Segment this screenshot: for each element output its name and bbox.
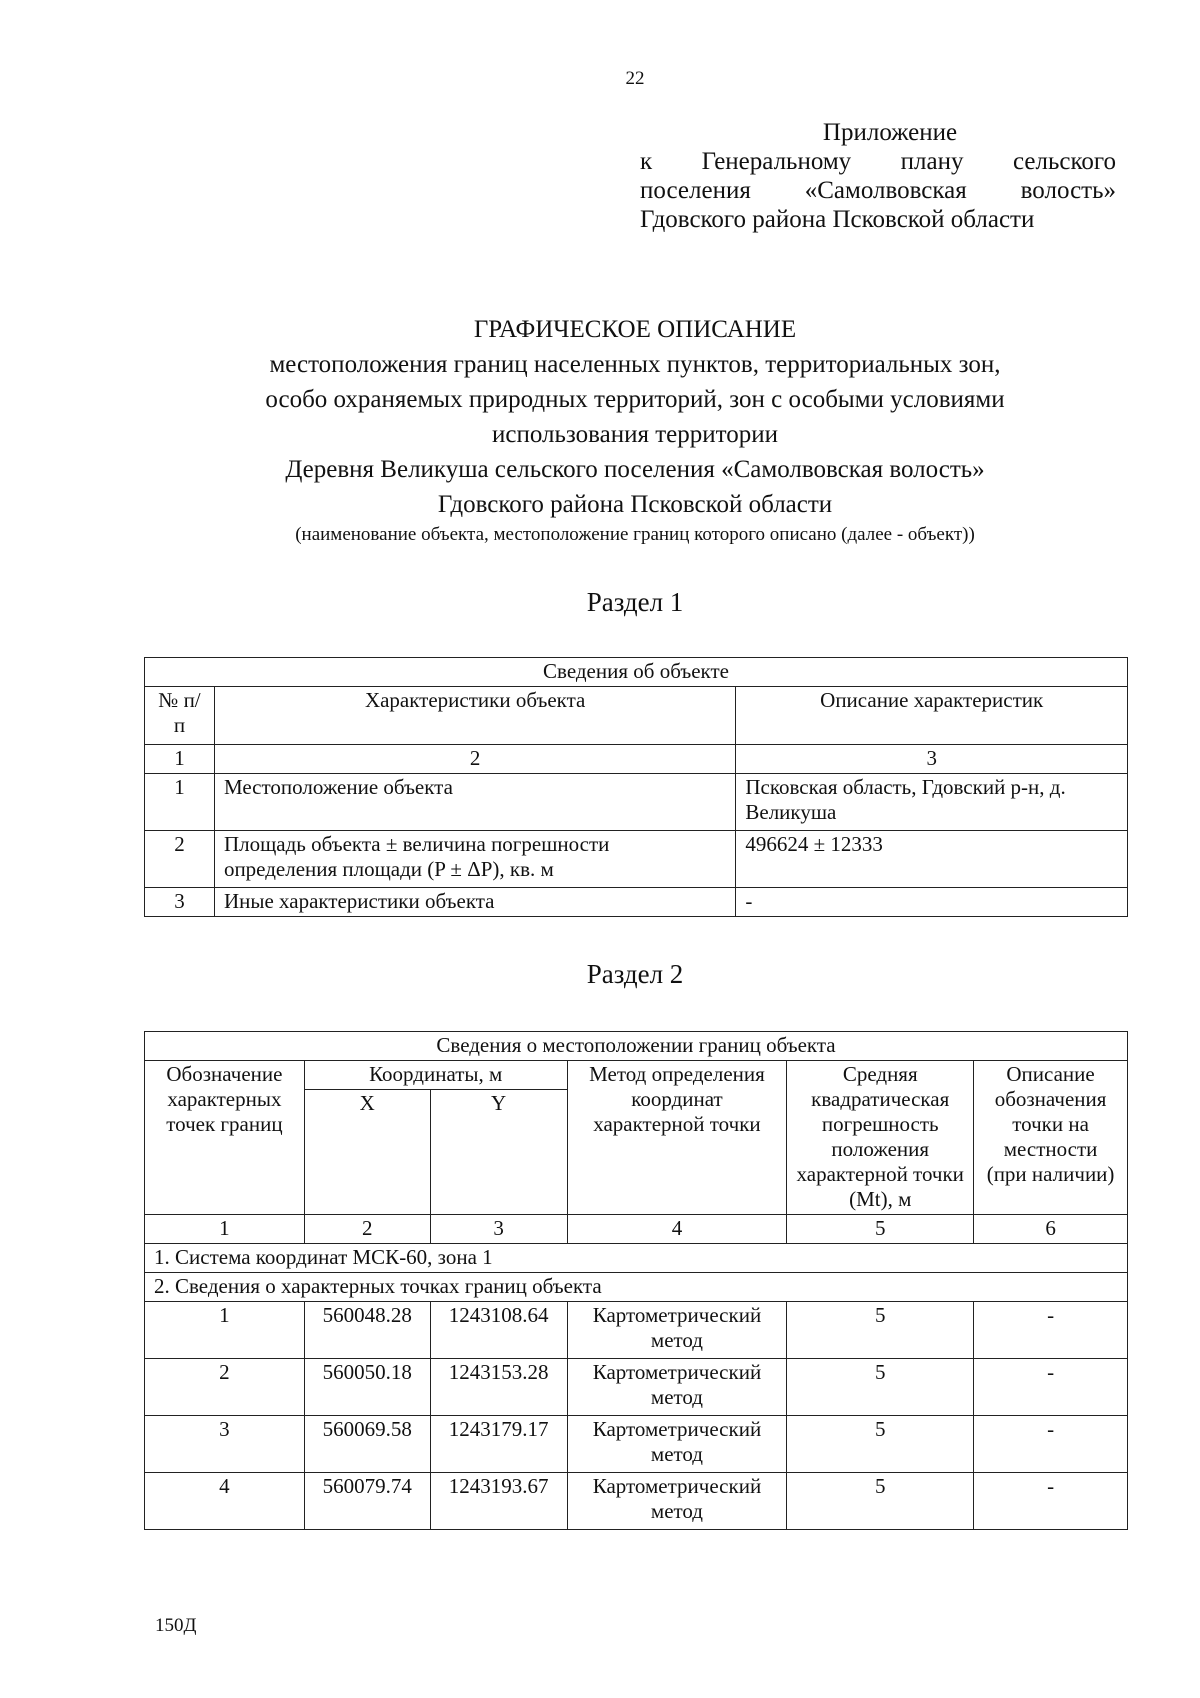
column-number: 2 — [304, 1215, 430, 1244]
table-title: Сведения об объекте — [145, 658, 1128, 687]
column-number: 3 — [430, 1215, 567, 1244]
table-title: Сведения о местоположении границ объекта — [145, 1032, 1128, 1061]
characteristic-cell: Иные характеристики объекта — [214, 888, 735, 917]
footer-code: 150Д — [155, 1615, 197, 1636]
row-number: 2 — [145, 831, 215, 888]
y-coordinate: 1243153.28 — [430, 1359, 567, 1416]
y-coordinate: 1243179.17 — [430, 1416, 567, 1473]
object-name-line: Деревня Великуша сельского поселения «Самолвовская волость» — [285, 456, 985, 483]
method-cell: Картометрический метод — [567, 1473, 787, 1530]
table-row — [145, 1416, 1128, 1473]
point-number: 1 — [145, 1302, 305, 1359]
section-2-title: Раздел 2 — [586, 959, 684, 989]
page-number: 22 — [625, 68, 645, 89]
heading-line: использования территории — [492, 421, 778, 448]
column-number: 6 — [974, 1215, 1128, 1244]
y-coordinate: 1243193.67 — [430, 1473, 567, 1530]
point-number: 4 — [145, 1473, 305, 1530]
point-description: - — [974, 1473, 1128, 1530]
document-heading — [150, 312, 1120, 548]
section-1-title: Раздел 1 — [586, 587, 684, 617]
x-coordinate: 560048.28 — [304, 1302, 430, 1359]
y-coordinate: 1243108.64 — [430, 1302, 567, 1359]
table-header-row — [145, 687, 1128, 745]
description-cell: 496624 ± 12333 — [736, 831, 1128, 888]
appendix-title: Приложение — [822, 119, 958, 146]
point-description: - — [974, 1416, 1128, 1473]
points-title-label: 2. Сведения о характерных точках границ объекта — [145, 1273, 1128, 1302]
coord-system-label: 1. Система координат МСК-60, зона 1 — [145, 1244, 1128, 1273]
table-row — [145, 774, 1128, 831]
heading-line: особо охраняемых природных территорий, зон с особыми условиями — [265, 386, 1005, 413]
characteristic-cell: Площадь объекта ± величина погрешности определения площади (P ± ΔP), кв. м — [214, 831, 735, 888]
document-title: ГРАФИЧЕСКОЕ ОПИСАНИЕ — [473, 316, 797, 343]
column-number: 1 — [145, 745, 215, 774]
table-row — [145, 888, 1128, 917]
table-row — [145, 831, 1128, 888]
error-cell: 5 — [787, 1473, 974, 1530]
table-row — [145, 1359, 1128, 1416]
appendix-line: Гдовского района Псковской области — [640, 206, 1035, 233]
column-header: № п/п — [145, 687, 215, 745]
heading-caption: (наименование объекта, местоположение границ которого описано (далее - объект)) — [295, 524, 975, 545]
coord-system-row — [145, 1244, 1128, 1273]
x-coordinate: 560079.74 — [304, 1473, 430, 1530]
appendix-line: поселения «Самолвовская волость» — [640, 177, 1116, 204]
row-number: 1 — [145, 774, 215, 831]
column-number: 2 — [214, 745, 735, 774]
column-number-row — [145, 1215, 1128, 1244]
points-title-row — [145, 1273, 1128, 1302]
appendix-line: к Генеральному плану сельского — [640, 148, 1116, 175]
object-name-line: Гдовского района Псковской области — [437, 491, 833, 518]
table-header-row — [145, 1061, 1128, 1090]
table-title-row — [145, 658, 1128, 687]
column-number-row — [145, 745, 1128, 774]
boundary-points-table — [144, 1031, 1128, 1530]
column-header: Y — [430, 1090, 567, 1215]
point-description: - — [974, 1359, 1128, 1416]
method-cell: Картометрический метод — [567, 1302, 787, 1359]
table-row — [145, 1302, 1128, 1359]
point-number: 2 — [145, 1359, 305, 1416]
column-header: Координаты, м — [304, 1061, 567, 1090]
method-cell: Картометрический метод — [567, 1416, 787, 1473]
column-header: Описание обозначения точки на местности (при наличии) — [974, 1061, 1128, 1215]
method-cell: Картометрический метод — [567, 1359, 787, 1416]
error-cell: 5 — [787, 1302, 974, 1359]
column-number: 5 — [787, 1215, 974, 1244]
error-cell: 5 — [787, 1416, 974, 1473]
description-cell: - — [736, 888, 1128, 917]
point-description: - — [974, 1302, 1128, 1359]
x-coordinate: 560050.18 — [304, 1359, 430, 1416]
heading-line: местоположения границ населенных пунктов, территориальных зон, — [269, 351, 1001, 378]
x-coordinate: 560069.58 — [304, 1416, 430, 1473]
column-header: X — [304, 1090, 430, 1215]
column-number: 1 — [145, 1215, 305, 1244]
column-number: 3 — [736, 745, 1128, 774]
column-header: Описание характеристик — [736, 687, 1128, 745]
characteristic-cell: Местоположение объекта — [214, 774, 735, 831]
error-cell: 5 — [787, 1359, 974, 1416]
row-number: 3 — [145, 888, 215, 917]
column-header: Характеристики объекта — [214, 687, 735, 745]
point-number: 3 — [145, 1416, 305, 1473]
table-title-row — [145, 1032, 1128, 1061]
column-header: Метод определения координат характерной точки — [567, 1061, 787, 1215]
column-number: 4 — [567, 1215, 787, 1244]
object-info-table — [144, 657, 1128, 917]
description-cell: Псковская область, Гдовский р-н, д. Великуша — [736, 774, 1128, 831]
table-row — [145, 1473, 1128, 1530]
appendix-block — [640, 118, 1116, 234]
column-header: Средняя квадратическая погрешность положения характерной точки (Mt), м — [787, 1061, 974, 1215]
column-header: Обозначение характерных точек границ — [145, 1061, 305, 1215]
